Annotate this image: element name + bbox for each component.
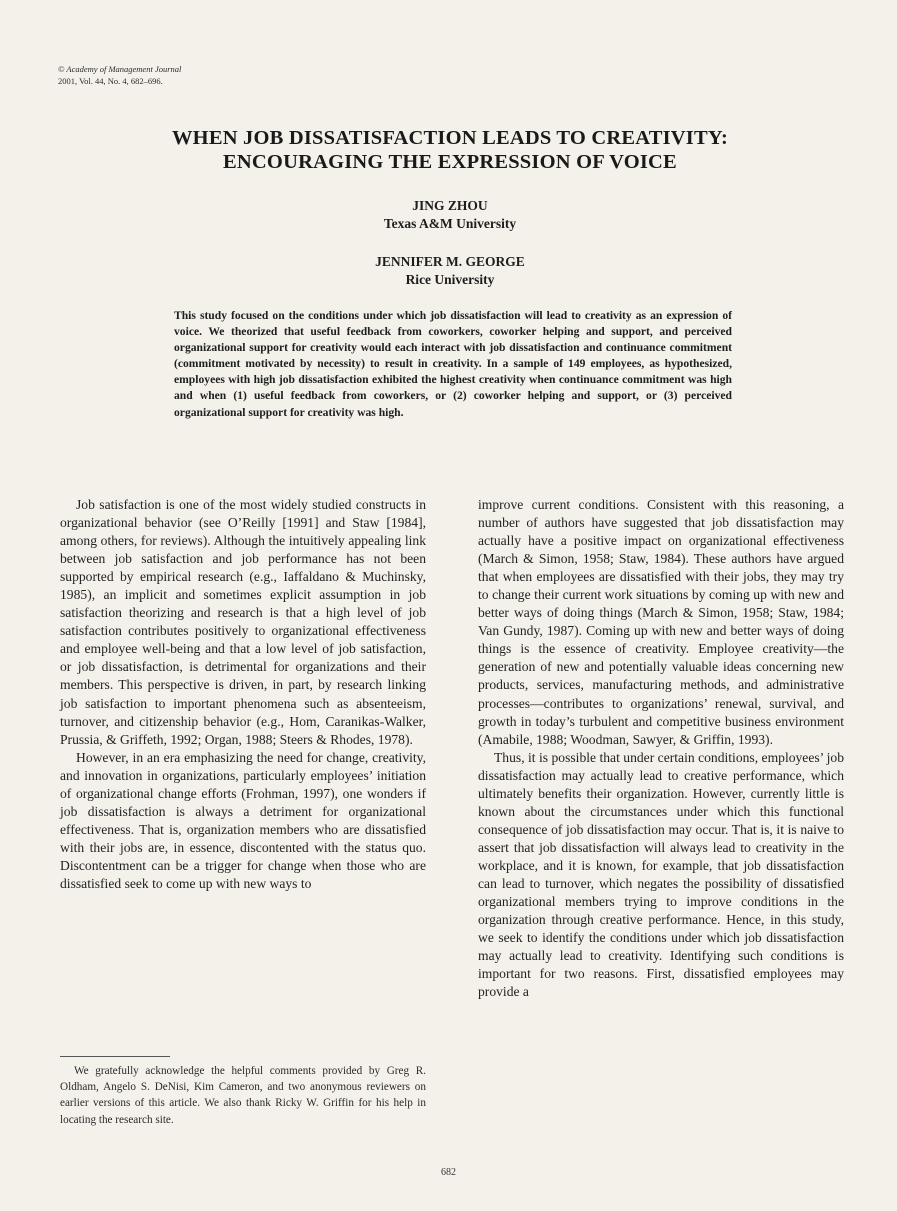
footnote: We gratefully acknowledge the helpful comments provided by Greg R. Oldham, Angelo S. DeNisi, Kim Cameron, and two anonymous reviewers on earlier versions of this article. We also thank Ricky W. Griffin for his help in locating the research site.	[60, 1065, 426, 1126]
body-column-right	[478, 496, 844, 1001]
title-line-2: ENCOURAGING THE EXPRESSION OF VOICE	[223, 151, 677, 173]
author-affiliation: Texas A&M University	[383, 216, 517, 231]
author-affiliation: Rice University	[405, 272, 495, 287]
journal-citation: 2001, Vol. 44, No. 4, 682–696.	[58, 76, 163, 86]
abstract: This study focused on the conditions under which job dissatisfaction will lead to creativity as an expression of voice. We theorized that useful feedback from coworkers, coworker helping and support, and perceived organizational support for creativity would each interact with job dissatisfaction and continuance commitment (commitment motivated by necessity) to result in creativity. In a sample of 149 employees, as hypothesized, employees with high job dissatisfaction exhibited the highest creativity when continuance commitment was high and when (1) useful feedback from coworkers, or (2) coworker helping and support, or (3) perceived organizational support for creativity was high.	[174, 309, 732, 419]
article-title	[60, 126, 840, 174]
body-column-left	[60, 496, 426, 893]
journal-header	[58, 63, 181, 87]
body-paragraph: Thus, it is possible that under certain conditions, employees’ job dissatisfaction may actually lead to creative performance, which ultimately benefits their organization. However, currently little is known about the circumstances under which this functional consequence of job dissatisfaction may occur. That is, it is naive to assert that job dissatisfaction will always lead to creativity in the workplace, and it is known, for example, that job dissatisfaction can lead to turnover, which negates the possibility of dissatisfied organizational members trying to improve conditions in the organization through creative performance. Hence, in this study, we seek to identify the conditions under which job dissatisfaction may actually lead to creativity. Identifying such conditions is important for two reasons. First, dissatisfied employees may provide a	[478, 749, 844, 1000]
title-line-1: WHEN JOB DISSATISFACTION LEADS TO CREATIVITY:	[171, 127, 728, 149]
author-name: JENNIFER M. GEORGE	[375, 254, 525, 269]
author-name: JING ZHOU	[412, 198, 488, 213]
journal-name: © Academy of Management Journal	[58, 64, 182, 74]
author-block-2	[200, 253, 700, 289]
page-number: 682	[441, 1167, 456, 1178]
body-paragraph: Job satisfaction is one of the most widely studied constructs in organizational behavior (see O’Reilly [1991] and Staw [1984], among others, for reviews). Although the intuitively appealing link between job satisfaction and job performance has not been supported by empirical research (e.g., Iaffaldano & Muchinsky, 1985), an implicit and sometimes explicit assumption in job satisfaction theorizing and research is that a high level of job satisfaction contributes positively to organizational effectiveness and employee well-being and that a low level of job satisfaction, or job dissatisfaction, is detrimental for organizations and their members. This perspective is driven, in part, by research linking job satisfaction to important phenomena such as absenteeism, turnover, and citizenship behavior (e.g., Hom, Caranikas-Walker, Prussia, & Griffeth, 1992; Organ, 1988; Steers & Rhodes, 1978).	[60, 497, 426, 747]
body-paragraph: However, in an era emphasizing the need for change, creativity, and innovation in organizations, particularly employees’ initiation of organizational change efforts (Frohman, 1997), one wonders if job dissatisfaction is always a detriment for organizational effectiveness. That is, organization members who are dissatisfied with their jobs are, in essence, discontented with the status quo. Discontentment can be a trigger for change when those who are dissatisfied seek to come up with new ways to	[60, 749, 426, 891]
author-block-1	[200, 197, 700, 233]
body-paragraph: improve current conditions. Consistent with this reasoning, a number of authors have suggested that job dissatisfaction may actually have a positive impact on organizational effectiveness (March & Simon, 1958; Staw, 1984). These authors have argued that when employees are dissatisfied with their jobs, they may try to change their current work situations by coming up with new and better ways of doing things (March & Simon, 1958; Staw, 1984; Van Gundy, 1987). Coming up with new and better ways of doing things is the essence of creativity. Employee creativity—the generation of new and potentially valuable ideas concerning new products, services, manufacturing methods, and administrative processes—contributes to organizations’ renewal, survival, and growth in today’s turbulent and competitive business environment (Amabile, 1988; Woodman, Sawyer, & Griffin, 1993).	[478, 497, 844, 747]
footnote-divider	[60, 1056, 170, 1057]
